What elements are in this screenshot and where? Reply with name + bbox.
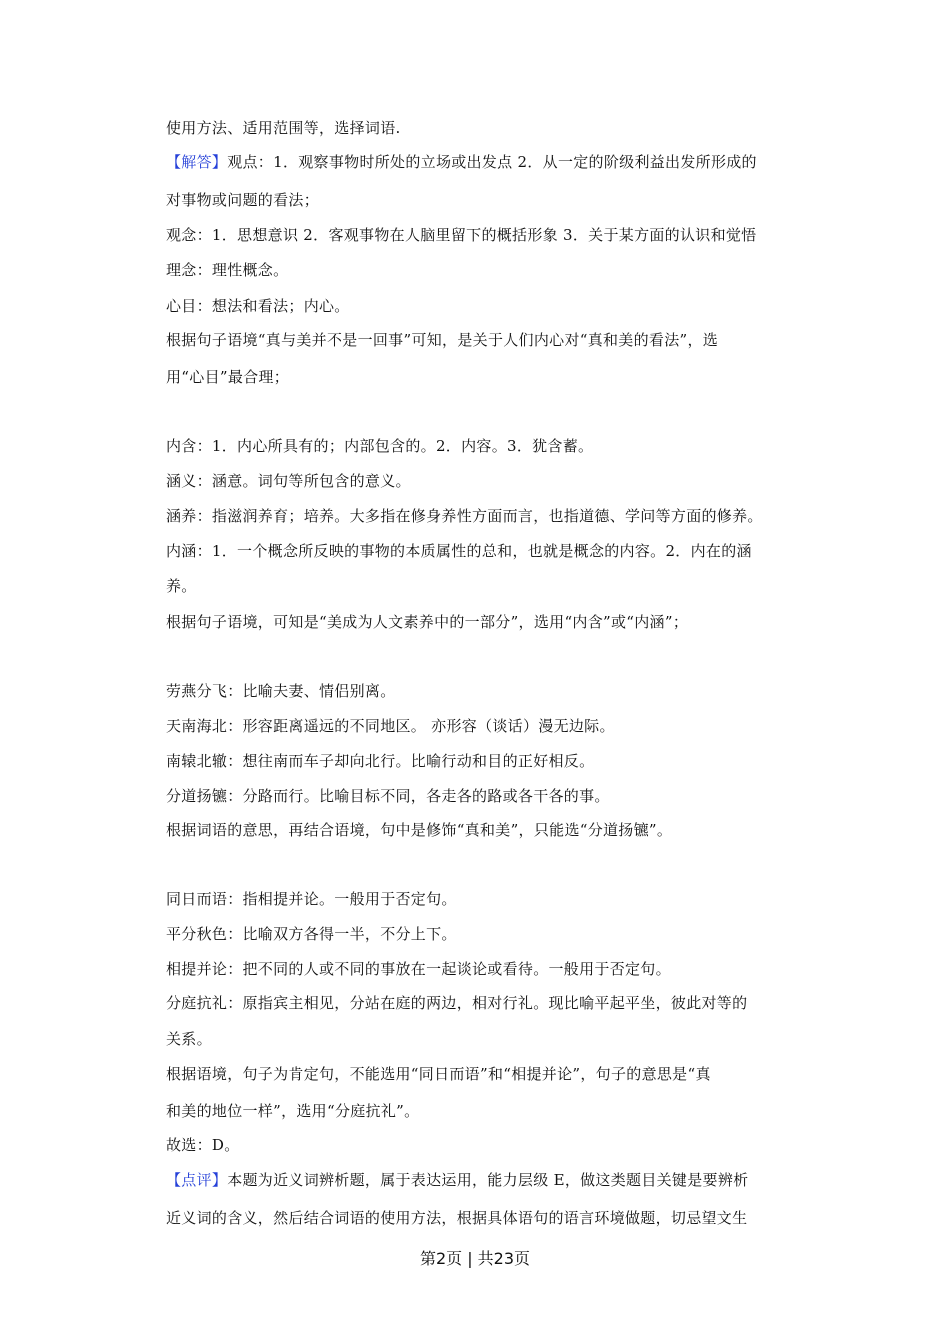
line-text: 平分秋色：比喻双方各得一半，不分上下。 xyxy=(166,925,457,943)
line-text: 和美的地位一样”，选用“分庭抗礼”。 xyxy=(166,1102,420,1120)
text-line xyxy=(166,1029,212,1049)
text-line xyxy=(166,296,350,316)
section-tag: 【解答】 xyxy=(166,153,228,171)
text-line xyxy=(166,1101,419,1121)
text-line xyxy=(166,924,457,944)
line-text: 涵义：涵意。词句等所包含的意义。 xyxy=(166,472,411,490)
text-line xyxy=(166,152,757,172)
text-line xyxy=(166,118,401,138)
text-line xyxy=(166,820,672,840)
line-text: 根据词语的意思，再结合语境，句中是修饰“真和美”，只能选“分道扬镳”。 xyxy=(166,821,673,839)
text-line xyxy=(166,541,752,561)
text-line xyxy=(166,1170,748,1190)
line-text: 本题为近义词辨析题，属于表达运用，能力层级 E，做这类题目关键是要辨析 xyxy=(227,1171,749,1189)
text-line xyxy=(166,959,671,979)
line-text: 对事物或问题的看法； xyxy=(166,191,320,209)
text-line xyxy=(166,993,747,1013)
line-text: 天南海北：形容距离遥远的不同地区。 亦形容（谈话）漫无边际。 xyxy=(166,717,615,735)
line-text: 同日而语：指相提并论。一般用于否定句。 xyxy=(166,890,457,908)
text-line xyxy=(166,225,756,245)
line-text: 关系。 xyxy=(166,1030,212,1048)
text-line xyxy=(166,367,289,387)
line-text: 涵养：指滋润养育；培养。大多指在修身养性方面而言，也指道德、学问等方面的修养。 xyxy=(166,507,763,525)
line-text: 分道扬镳：分路而行。比喻目标不同，各走各的路或各干各的事。 xyxy=(166,787,610,805)
line-text: 观点：1．观察事物时所处的立场或出发点 2．从一定的阶级利益出发所形成的 xyxy=(227,153,757,171)
text-line xyxy=(166,751,594,771)
section-tag: 【点评】 xyxy=(166,1171,228,1189)
line-text: 根据语境，句子为肯定句，不能选用“同日而语”和“相提并论”，句子的意思是“真 xyxy=(166,1065,711,1083)
text-line xyxy=(166,681,396,701)
line-text: 使用方法、适用范围等，选择词语. xyxy=(166,119,401,137)
text-line xyxy=(166,612,688,632)
text-line xyxy=(166,190,319,210)
line-text: 南辕北辙：想往南而车子却向北行。比喻行动和目的正好相反。 xyxy=(166,752,595,770)
text-line xyxy=(166,330,718,350)
text-line xyxy=(166,716,615,736)
line-text: 近义词的含义，然后结合词语的使用方法，根据具体语句的语言环境做题，切忌望文生 xyxy=(166,1209,748,1227)
line-text: 理念：理性概念。 xyxy=(166,261,289,279)
line-text: 用“心目”最合理； xyxy=(166,368,290,386)
line-text: 相提并论：把不同的人或不同的事放在一起谈论或看待。一般用于否定句。 xyxy=(166,960,671,978)
text-line xyxy=(166,260,288,280)
text-line xyxy=(166,471,411,491)
text-line xyxy=(166,1135,240,1155)
text-line xyxy=(166,1208,747,1228)
line-text: 养。 xyxy=(166,577,197,595)
line-text: 内涵：1．一个概念所反映的事物的本质属性的总和，也就是概念的内容。2．内在的涵 xyxy=(166,542,752,560)
text-line xyxy=(166,786,610,806)
line-text: 心目：想法和看法；内心。 xyxy=(166,297,350,315)
line-text: 根据句子语境“真与美并不是一回事”可知，是关于人们内心对“真和美的看法”，选 xyxy=(166,331,719,349)
text-line xyxy=(166,506,763,526)
text-line xyxy=(166,576,197,596)
line-text: 观念：1．思想意识 2．客观事物在人脑里留下的概括形象 3．关于某方面的认识和觉悟 xyxy=(166,226,757,244)
line-text: 分庭抗礼：原指宾主相见，分站在庭的两边，相对行礼。现比喻平起平坐，彼此对等的 xyxy=(166,994,748,1012)
text-line xyxy=(166,1064,711,1084)
page-footer: 第2页 | 共23页 xyxy=(419,1249,531,1268)
line-text: 故选：D。 xyxy=(166,1136,240,1154)
text-line xyxy=(166,436,593,456)
line-text: 内含：1．内心所具有的；内部包含的。2．内容。3．犹含蓄。 xyxy=(166,437,594,455)
line-text: 劳燕分飞：比喻夫妻、情侣别离。 xyxy=(166,682,396,700)
line-text: 根据句子语境，可知是“美成为人文素养中的一部分”，选用“内含”或“内涵”； xyxy=(166,613,689,631)
text-line xyxy=(166,889,457,909)
